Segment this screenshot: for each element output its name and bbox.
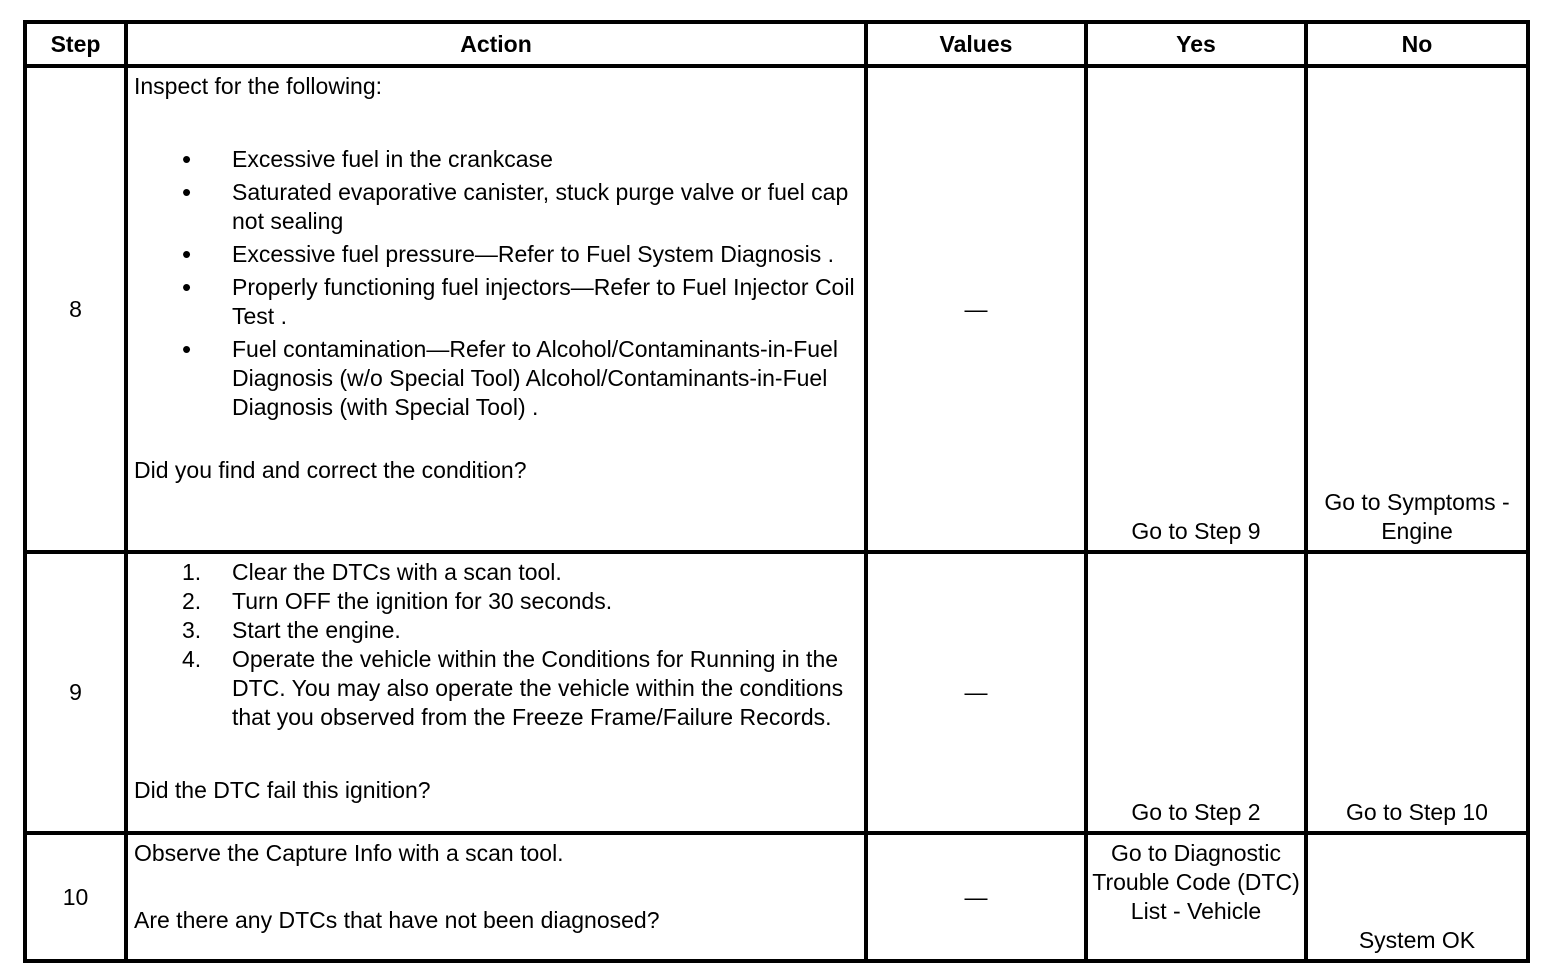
action-cell xyxy=(126,66,866,552)
step-text: Start the engine. xyxy=(232,617,401,643)
values-cell: — xyxy=(866,66,1086,552)
header-action: Action xyxy=(126,22,866,66)
header-row xyxy=(25,22,1528,66)
diagnostic-table xyxy=(23,20,1530,963)
table-row xyxy=(25,552,1528,833)
values-cell: — xyxy=(866,552,1086,833)
header-step: Step xyxy=(25,22,126,66)
step-index: 4. xyxy=(182,646,202,672)
action-question: Did the DTC fail this ignition? xyxy=(134,777,431,803)
list-item xyxy=(134,558,860,587)
yes-cell: Go to Step 2 xyxy=(1086,552,1306,833)
action-intro: Observe the Capture Info with a scan tool. xyxy=(134,840,564,866)
action-cell xyxy=(126,833,866,961)
no-cell: Go to Symptoms - Engine xyxy=(1306,66,1528,552)
list-item xyxy=(134,587,860,616)
list-item: • Excessive fuel in the crankcase xyxy=(134,145,860,174)
action-intro: Inspect for the following: xyxy=(134,73,383,99)
no-cell: Go to Step 10 xyxy=(1306,552,1528,833)
step-index: 1. xyxy=(182,559,202,585)
list-item xyxy=(134,616,860,645)
step-text: Operate the vehicle within the Conditions for Running in the DTC. You may also operate the vehicle within the conditions that you observed from the Freeze Frame/Failure Records. xyxy=(232,646,844,730)
header-yes: Yes xyxy=(1086,22,1306,66)
header-no: No xyxy=(1306,22,1528,66)
table-row xyxy=(25,66,1528,552)
yes-cell: Go to Diagnostic Trouble Code (DTC) List - Vehicle xyxy=(1086,833,1306,961)
action-question: Did you find and correct the condition? xyxy=(134,457,527,483)
step-index: 3. xyxy=(182,617,202,643)
yes-cell: Go to Step 9 xyxy=(1086,66,1306,552)
step-text: Clear the DTCs with a scan tool. xyxy=(232,559,562,585)
list-item: • Excessive fuel pressure—Refer to Fuel System Diagnosis . xyxy=(134,240,860,269)
values-cell: — xyxy=(866,833,1086,961)
action-cell xyxy=(126,552,866,833)
step-number: 10 xyxy=(25,833,126,961)
step-index: 2. xyxy=(182,588,202,614)
step-number: 9 xyxy=(25,552,126,833)
action-question: Are there any DTCs that have not been diagnosed? xyxy=(134,907,660,933)
step-number: 8 xyxy=(25,66,126,552)
procedure-list xyxy=(134,558,860,732)
no-cell: System OK xyxy=(1306,833,1528,961)
inspection-list xyxy=(134,145,860,422)
list-item: • Fuel contamination—Refer to Alcohol/Contaminants-in-Fuel Diagnosis (w/o Special Tool) Alcohol/Contaminants-in-Fuel Diagnosis (with Special Tool) . xyxy=(134,335,860,422)
table-row xyxy=(25,833,1528,961)
list-item: • Saturated evaporative canister, stuck purge valve or fuel cap not sealing xyxy=(134,178,860,236)
list-item xyxy=(134,645,860,732)
list-item: • Properly functioning fuel injectors—Refer to Fuel Injector Coil Test . xyxy=(134,273,860,331)
step-text: Turn OFF the ignition for 30 seconds. xyxy=(232,588,613,614)
header-values: Values xyxy=(866,22,1086,66)
